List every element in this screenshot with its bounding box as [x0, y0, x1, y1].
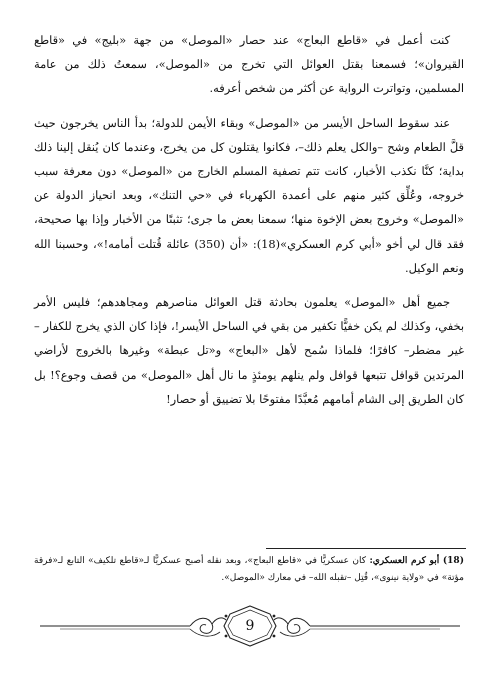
paragraph-1: كنت أعمل في «قاطع البعاج» عند حصار «الموصل» من جهة «بليج» في «قاطع القيروان»؛ فسمعنا بقتل العوائل التي تخرج من «الموصل»، سمعتُ ذلك من عامة المسلمين، وتواترت الرواية عن أكثر من شخص أعرفه. — [34, 33, 464, 96]
footnote — [34, 553, 464, 587]
footnote-text: كان عسكريًّا في «قاطع البعاج»، وبعد نقله أصبح عسكريًّا لـ«قاطع تلكيف» التابع لـ«فرقة مؤتة» في «ولاية نينوى»، قُتِل –تقبله الله– في معارك «الموصل». — [34, 556, 464, 583]
page-number: 9 — [245, 618, 255, 634]
paragraph-3: جميع أهل «الموصل» يعلمون بحادثة قتل العوائل مناصرهم ومجاهدهم؛ فليس الأمر بخفي، وكذلك لم يكن خفيًّا تكفير من بقي في الساحل الأيسر!، فإذا كان الذي يخرج للكفار –غير مضطر– كافرًا؛ فلماذا سُمح لأهل «البعاج» و«تل عبطة» وغيرها بالخروج لأراضي المرتدين قوافل تتبعها قوافل ولم ينلهم يومئذٍ ما نال أهل «الموصل» من قصف وجوع؟! بل كان الطريق إلى الشام أمامهم مُعبَّدًا مفتوحًا بلا تضييق أو حصار! — [34, 295, 464, 406]
footnote-separator — [266, 548, 466, 549]
body-text — [34, 28, 464, 411]
footnote-18 — [34, 553, 464, 587]
footnote-label: (18) أبو كرم العسكري: — [369, 556, 464, 566]
paragraph-2: عند سقوط الساحل الأيسر من «الموصل» وبقاء الأيمن للدولة؛ بدأ الناس يخرجون حيث قلَّ الطعام وشح –والكل يعلم ذلك–، فكانوا يقتلون كل من يخرج، وعندما كان يُنقل إلينا ذلك بداية؛ كنَّا نكذب الأخبار، كانت تتم تصفية المسلم الخارج من «الموصل» دون معرفة سبب خروجه، وعُلِّق كثير منهم على أعمدة الكهرباء في «حي التنك»، وبعد انحياز الدولة عن «الموصل» وخروج بعض الإخوة منها؛ سمعنا بعض ما جرى؛ تثبتًا من الأخبار وإذا بها صحيحة، فقد قال لي أخو «أبي كرم العسكري»(18): «أن (350) عائلة قُتلت أمامه!»، وحسبنا الله ونعم الوكيل. — [34, 115, 464, 275]
